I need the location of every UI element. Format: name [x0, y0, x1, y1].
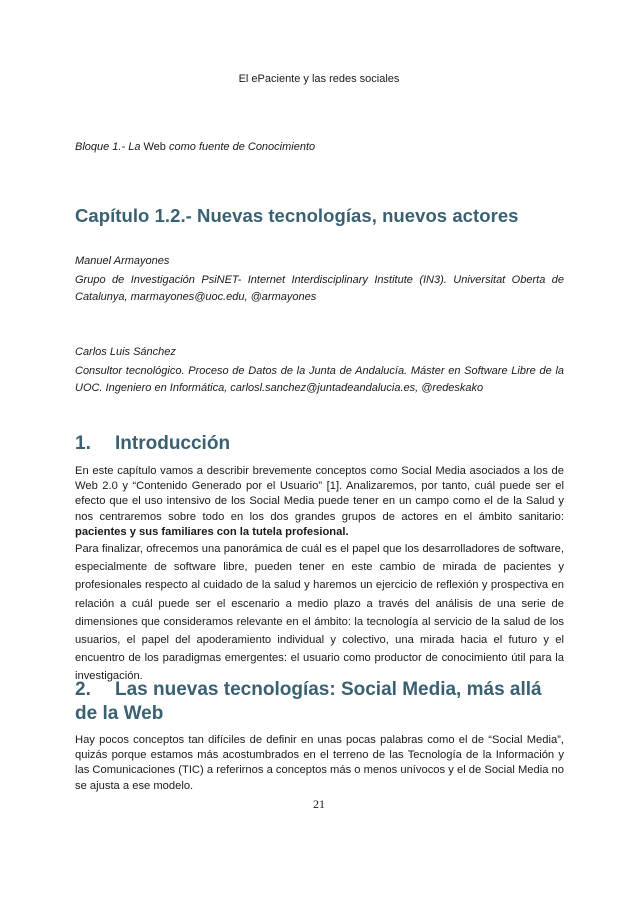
- paragraph: [75, 540, 564, 686]
- author-name: Manuel Armayones: [75, 255, 170, 267]
- section-title: Introducción: [115, 433, 231, 454]
- block-web: Web: [143, 141, 166, 153]
- block-rest: como fuente de Conocimiento: [168, 141, 316, 153]
- section-number: 2.: [75, 679, 91, 700]
- section-number: 1.: [75, 433, 91, 454]
- section-title: Las nuevas tecnologías: Social Media, más allá de la Web: [75, 679, 542, 724]
- section-heading: [75, 678, 564, 725]
- paragraph-text: Hay pocos conceptos tan difíciles de definir en unas pocas palabras como el de “Social Media”, quizás porque estamos más acostumbrados en el terreno de las Tecnología de la Información y las Comunicaciones (TIC) a referirnos a conceptos más o menos unívocos y el de Social Media no se ajusta a ese modelo.: [75, 734, 564, 792]
- chapter-title: Capítulo 1.2.- Nuevas tecnologías, nuevos actores: [75, 205, 519, 226]
- block-title: [75, 141, 315, 153]
- page-number: 21: [313, 797, 325, 811]
- paragraph-text: En este capítulo vamos a describir brevemente conceptos como Social Media asociados a los de Web 2.0 y “Contenido Generado por el Usuario” [1]. Analizaremos, por tanto, cuál puede ser el efecto que el uso intensivo de los Social Media puede tener en un campo como el de la Salud y nos centraremos sobre todo en los dos grandes grupos de actores en el ámbito sanitario:: [75, 465, 564, 523]
- section-heading: [75, 433, 230, 455]
- bold-text: pacientes y sus familiares con la tutela profesional.: [75, 525, 349, 538]
- running-header: El ePaciente y las redes sociales: [238, 73, 400, 85]
- author-affiliation: Consultor tecnológico. Proceso de Datos de la Junta de Andalucía. Máster en Software Libre de la UOC. Ingeniero en Informática, carlosl.sanchez@juntadeandalucia.es, @redeskako: [75, 365, 564, 394]
- block-prefix: Bloque 1.- La: [75, 141, 141, 153]
- paragraph-text: Para finalizar, ofrecemos una panorámica de cuál es el papel que los desarrolladores de software, especialmente de software libre, pueden tener en este cambio de mirada de pacientes y profesionales respecto al cuidado de la salud y haremos un ejercicio de reflexión y prospectiva en relación a cuál puede ser el escenario a medio plazo a través del análisis de una serie de dimensiones que consideramos relevante en el ámbito: la tecnología al servicio de la salud de los usuarios, el papel del apoderamiento individual y colectivo, una mirada hacia el futuro y el encuentro de los paradigmas emergentes: el usuario como productor de conocimiento útil para la investigación.: [75, 543, 564, 683]
- author-affiliation: Grupo de Investigación PsiNET- Internet Interdisciplinary Institute (IN3). Universitat Oberta de Catalunya, marmayones@uoc.edu, @armayones: [75, 274, 564, 303]
- paragraph: [75, 464, 564, 540]
- author-name: Carlos Luis Sánchez: [75, 346, 176, 358]
- paragraph: [75, 733, 564, 794]
